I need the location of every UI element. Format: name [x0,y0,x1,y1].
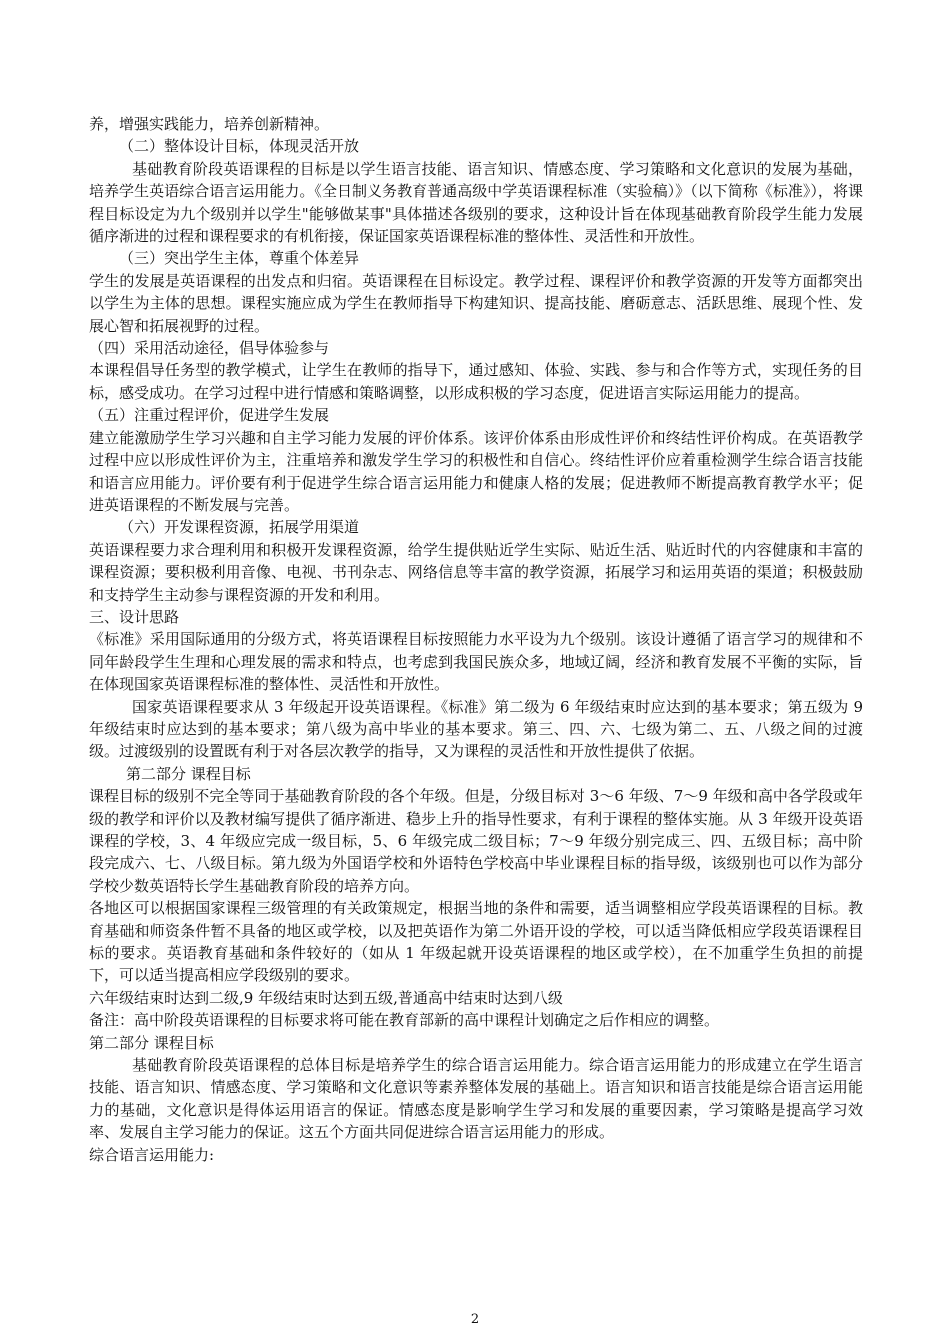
paragraph: 英语课程要力求合理利用和积极开发课程资源，给学生提供贴近学生实际、贴近生活、贴近时代的内容健康和丰富的课程资源；要积极利用音像、电视、书刊杂志、网络信息等丰富的教学资源，拓展学习和运用英语的渠道；积极鼓励和支持学生主动参与课程资源的开发和利用。 [89,540,863,604]
paragraph: 基础教育阶段英语课程的目标是以学生语言技能、语言知识、情感态度、学习策略和文化意识的发展为基础，培养学生英语综合语言运用能力。《全日制义务教育普通高级中学英语课程标准（实验稿）》（以下简称《标准》），将课程目标设定为九个级别并以学生"能够做某事"具体描述各级别的要求，这种设计旨在体现基础教育阶段学生能力发展循序渐进的过程和课程要求的有机衔接，保证国家英语课程标准的整体性、灵活性和开放性。 [89,159,863,246]
paragraph: 建立能激励学生学习兴趣和自主学习能力发展的评价体系。该评价体系由形成性评价和终结性评价构成。在英语教学过程中应以形成性评价为主，注重培养和激发学生学习的积极性和自信心。终结性评价应着重检测学生综合语言技能和语言应用能力。评价要有利于促进学生综合语言运用能力和健康人格的发展；促进教师不断提高教育教学水平；促进英语课程的不断发展与完善。 [89,428,863,514]
paragraph: 备注：高中阶段英语课程的目标要求将可能在教育部新的高中课程计划确定之后作相应的调整。 [89,1011,720,1030]
paragraph: （三）突出学生主体，尊重个体差异 [119,249,360,268]
paragraph: 基础教育阶段英语课程的总体目标是培养学生的综合语言运用能力。综合语言运用能力的形成建立在学生语言技能、语言知识、情感态度、学习策略和文化意识等素养整体发展的基础上。语言知识和语言技能是综合语言运用能力的基础，文化意识是得体运用语言的保证。情感态度是影响学生学习和发展的重要因素，学习策略是提高学习效率、发展自主学习能力的保证。这五个方面共同促进综合语言运用能力的形成。 [89,1056,863,1142]
paragraph: 各地区可以根据国家课程三级管理的有关政策规定，根据当地的条件和需要，适当调整相应学段英语课程的目标。教育基础和师资条件暂不具备的地区或学校，以及把英语作为第二外语开设的学校，可以适当降低相应学段英语课程目标的要求。英语教育基础和条件较好的（如从 1 年级起就开设英语课程的地区或学校），在不加重学生负担的前提下，可以适当提高相应学段级别的要求。 [89,899,863,985]
paragraph: 国家英语课程要求从 3 年级起开设英语课程。《标准》第二级为 6 年级结束时应达到的基本要求；第五级为 9 年级结束时应达到的基本要求；第八级为高中毕业的基本要求。第三、四、六、七级为第二、五、八级之间的过渡级。过渡级别的设置既有利于对各层次教学的指导，又为课程的灵活性和开放性提供了依据。 [89,697,863,761]
paragraph: （五）注重过程评价，促进学生发展 [89,406,330,425]
paragraph: 课程目标的级别不完全等同于基础教育阶段的各个年级。但是，分级目标对 3～6 年级、7～9 年级和高中各学段或年级的教学和评价以及教材编写提供了循序渐进、稳步上升的指导性要求，有利于课程的整体实施。从 3 年级开设英语课程的学校，3、4 年级应完成一级目标，5、6 年级完成二级目标；7～9 年级分别完成三、四、五级目标；高中阶段完成六、七、八级目标。第九级为外国语学校和外语特色学校高中毕业课程目标的指导级，该级别也可以作为部分学校少数英语特长学生基础教育阶段的培养方向。 [89,787,863,895]
paragraph: 养，增强实践能力，培养创新精神。 [89,115,330,133]
paragraph: 综合语言运用能力: [89,1145,215,1164]
paragraph: 本课程倡导任务型的教学模式，让学生在教师的指导下，通过感知、体验、实践、参与和合作等方式，实现任务的目标，感受成功。在学习过程中进行情感和策略调整，以形成积极的学习态度，促进语言实际运用能力的提高。 [89,361,863,402]
document-page [89,113,863,1166]
paragraph: （二）整体设计目标，体现灵活开放 [119,137,360,156]
paragraph: 六年级结束时达到二级,9 年级结束时达到五级,普通高中结束时达到八级 [89,988,563,1007]
page-number: 2 [470,1312,480,1327]
paragraph: 学生的发展是英语课程的出发点和归宿。英语课程在目标设定。教学过程、课程评价和教学资源的开发等方面都突出以学生为主体的思想。课程实施应成为学生在教师指导下构建知识、提高技能、磨砺意志、活跃思维、展现个性、发展心智和拓展视野的过程。 [89,271,863,335]
paragraph: （四）采用活动途径，倡导体验参与 [89,339,330,358]
paragraph: 《标准》采用国际通用的分级方式，将英语课程目标按照能力水平设为九个级别。该设计遵循了语言学习的规律和不同年龄段学生生理和心理发展的需求和特点，也考虑到我国民族众多，地域辽阔，经济和教育发展不平衡的实际，旨在体现国家英语课程标准的整体性、灵活性和开放性。 [89,630,863,694]
paragraph: 第二部分 课程目标 [89,1033,214,1052]
paragraph: 三、设计思路 [89,607,180,626]
paragraph: 第二部分 课程目标 [126,764,251,783]
paragraph: （六）开发课程资源，拓展学用渠道 [119,518,360,537]
